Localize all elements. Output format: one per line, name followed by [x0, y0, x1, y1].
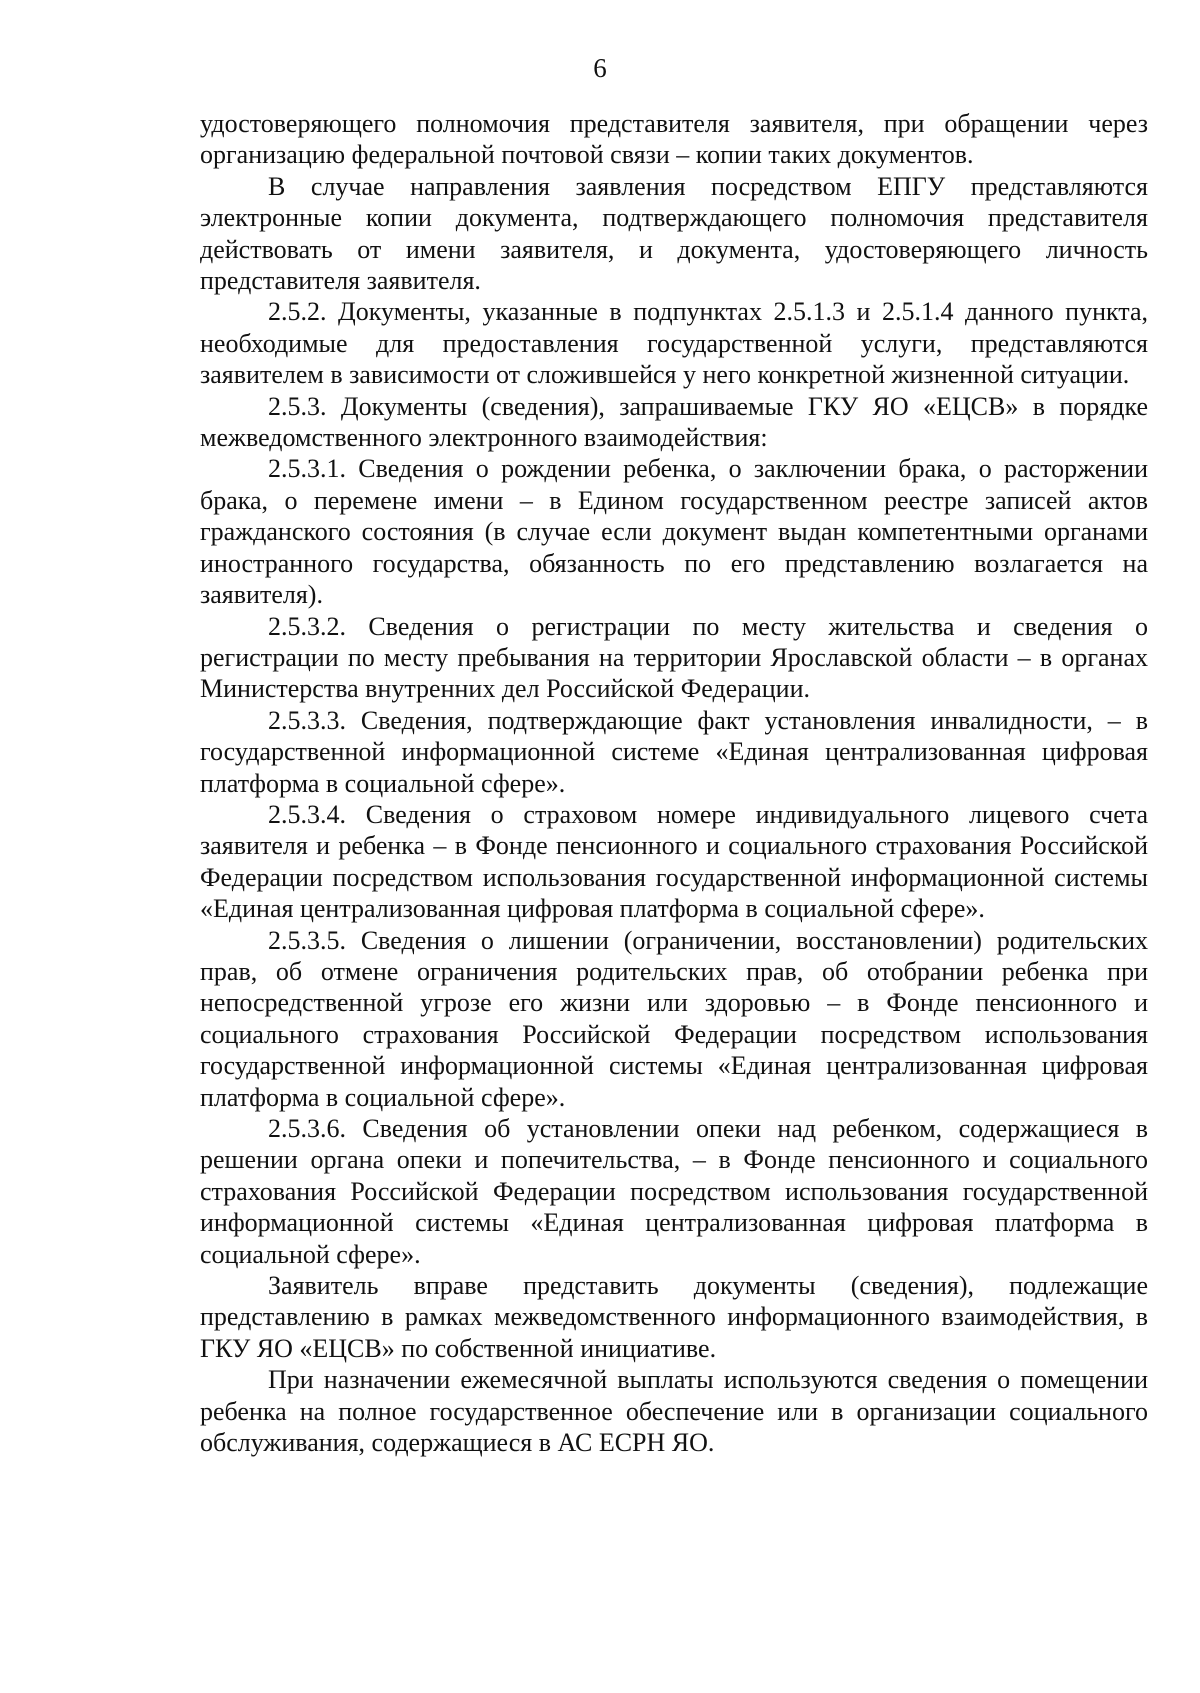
document-body — [200, 108, 1148, 1458]
page-number: 6 — [593, 53, 607, 83]
paragraph-2-5-3-3: 2.5.3.3. Сведения, подтверждающие факт установления инвалидности, – в государственной информационной системе «Единая централизованная цифровая платформа в социальной сфере». — [200, 705, 1148, 798]
paragraph-2-5-3-5: 2.5.3.5. Сведения о лишении (ограничении, восстановлении) родительских прав, об отмене ограничения родительских прав, об отобрании ребенка при непосредственной угрозе его жизни или здоровью – в Фонде пенсионного и социального страхования Российской Федерации посредством использования государственной информационной системы «Единая централизованная цифровая платформа в социальной сфере». — [200, 925, 1148, 1112]
paragraph-2-5-3-1: 2.5.3.1. Сведения о рождении ребенка, о заключении брака, о расторжении брака, о перемене имени – в Едином государственном реестре записей актов гражданского состояния (в случае если документ выдан компетентными органами иностранного государства, обязанность по его представлению возлагается на заявителя). — [200, 454, 1148, 610]
paragraph-2-5-3-6: 2.5.3.6. Сведения об установлении опеки над ребенком, содержащиеся в решении органа опеки и попечительства, – в Фонде пенсионного и социального страхования Российской Федерации посредством использования государственной информационной системы «Единая централизованная цифровая платформа в социальной сфере». — [200, 1114, 1148, 1269]
paragraph-continuation: удостоверяющего полномочия представителя заявителя, при обращении через организацию федеральной почтовой связи – копии таких документов. — [200, 109, 1148, 170]
paragraph-2-5-3: 2.5.3. Документы (сведения), запрашиваемые ГКУ ЯО «ЕЦСВ» в порядке межведомственного электронного взаимодействия: — [200, 391, 1148, 453]
paragraph-2-5-3-4: 2.5.3.4. Сведения о страховом номере индивидуального лицевого счета заявителя и ребенка – в Фонде пенсионного и социального страхования Российской Федерации посредством использования государственной информационной системы «Единая централизованная цифровая платформа в социальной сфере». — [200, 799, 1148, 924]
paragraph-monthly-payment: При назначении ежемесячной выплаты используются сведения о помещении ребенка на полное государственное обеспечение или в организации социального обслуживания, содержащиеся в АС ЕСРН ЯО. — [200, 1365, 1148, 1458]
paragraph-2-5-3-2: 2.5.3.2. Сведения о регистрации по месту жительства и сведения о регистрации по месту пребывания на территории Ярославской области – в органах Министерства внутренних дел Российской Федерации. — [200, 611, 1148, 704]
paragraph-applicant-right: Заявитель вправе представить документы (сведения), подлежащие представлению в рамках межведомственного информационного взаимодействия, в ГКУ ЯО «ЕЦСВ» по собственной инициативе. — [200, 1271, 1148, 1363]
paragraph-epgu-copies: В случае направления заявления посредством ЕПГУ представляются электронные копии документа, подтверждающего полномочия представителя действовать от имени заявителя, и документа, удостоверяющего личность представителя заявителя. — [200, 171, 1148, 296]
paragraph-2-5-2: 2.5.2. Документы, указанные в подпунктах 2.5.1.3 и 2.5.1.4 данного пункта, необходимые для предоставления государственной услуги, представляются заявителем в зависимости от сложившейся у него конкретной жизненной ситуации. — [200, 297, 1148, 390]
